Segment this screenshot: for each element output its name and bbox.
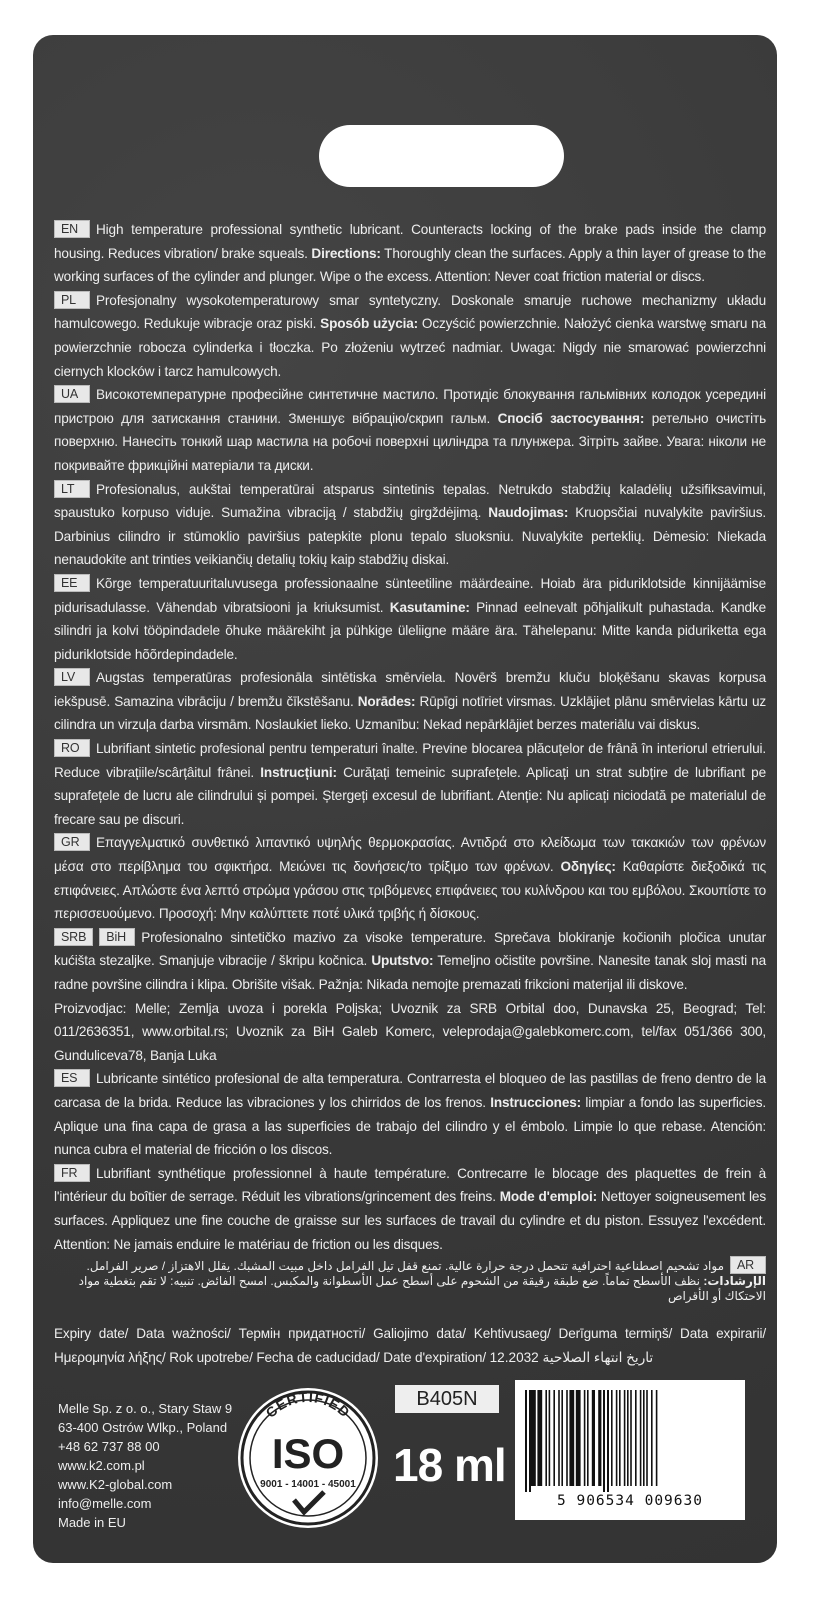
- description-section-srb: [54, 926, 766, 997]
- description-text: Thoroughly clean the surfaces. Apply a thin layer of grease to the working surfaces of the cylinder and plunger. Wipe o the excess. Attention: Never coat friction material or discs.: [54, 245, 766, 285]
- expiry-value: 12.2032: [489, 1349, 539, 1365]
- barcode-bar: [531, 1390, 536, 1486]
- description-text: Lubrifiant synthétique professionnel à haute température. Contrecarre le blocage des plaquettes de frein à l'intérieur du boîtier de serrage. Réduit les vibrations/grincement des freins.: [54, 1165, 766, 1205]
- barcode-bar: [627, 1390, 629, 1486]
- language-tag: SRB: [54, 928, 93, 946]
- barcode-bar: [587, 1390, 589, 1486]
- description-section-pl: [54, 289, 766, 383]
- description-text: Lubricante sintético profesional de alta temperatura. Contrarresta el bloqueo de las pastillas de freno dentro de la carcasa de la brida. Reduce las vibraciones y los chirridos de los frenos.: [54, 1071, 766, 1110]
- directions-heading: Norādes:: [357, 693, 416, 709]
- language-tag: EE: [54, 574, 90, 592]
- description-section-ee: [54, 572, 766, 666]
- barcode-bar: [566, 1390, 568, 1486]
- description-section-lt: [54, 478, 766, 572]
- directions-heading: Instrucciones:: [490, 1094, 582, 1110]
- description-section-en: [54, 218, 766, 289]
- origin: Made in EU: [58, 1515, 126, 1530]
- barcode-bar: [635, 1390, 637, 1486]
- language-tag: FR: [54, 1164, 90, 1182]
- directions-heading: الإرشادات:: [703, 1274, 766, 1289]
- barcode-bars: [521, 1390, 739, 1492]
- language-tag: BiH: [99, 928, 135, 946]
- barcode-bar: [619, 1390, 621, 1486]
- barcode-bar: [611, 1390, 613, 1486]
- manufacturer-phone: +48 62 737 88 00: [58, 1439, 160, 1454]
- barcode-bar: [607, 1390, 609, 1492]
- description-text: Καθαρίστε διεξοδικά τις επιφάνειες. Απλώστε ένα λεπτό στρώμα γράσου στις τριβόμενες επιφάνειες του κυλίνδρου και του εμβόλου. Σκουπίστε το περισσευούμενο. Προσοχή: Μην καλύπτετε ποτέ υλικά τριβής ή δίσκους.: [54, 859, 766, 922]
- barcode-bar: [616, 1390, 618, 1486]
- language-tag: RO: [54, 739, 90, 757]
- description-text: Curățați temeinic suprafețele. Aplicați un strat subțire de lubrifiant pe suprafețele de lucru ale cilindrului și pompei. Ștergeți excesul de lubrifiant. Atenție: Nu aplicați niciodată pe materialul de frecare sau pe discuri.: [54, 764, 766, 827]
- manufacturer-name: Melle Sp. z o. o., Stary Staw 9: [58, 1401, 233, 1416]
- manufacturer-email: info@melle.com: [58, 1496, 152, 1511]
- language-tag: UA: [54, 385, 90, 403]
- barcode-bar: [651, 1390, 653, 1486]
- description-text: Oczyścić powierzchnie. Nałożyć cienka warstwę smaru na powierzchnie robocza cylinderka i tłoczka. Po złożeniu wytrzeć nadmiar. Uwaga: Nigdy nie smarować powierzchni ciernych klocków i tarcz hamulcowych.: [54, 316, 766, 379]
- hang-hole: [319, 125, 564, 187]
- description-text: نظف الأسطح تماماً. ضع طبقة رقيقة من الشحوم على أسطح عمل الأسطوانة والمكبس. امسح الفائض. تنبيه: لا تقم بتغطية مواد الاحتكاك أو الأقراص: [78, 1274, 766, 1304]
- description-text: مواد تشحيم اصطناعية احترافية تتحمل درجة حرارة عالية. تمنع قفل تيل الفرامل داخل مبيت المشبك. يقلل الاهتزاز / صرير الفرامل.: [86, 1259, 724, 1274]
- description-text: Augstas temperatūras profesionāla sintētiska smērviela. Novērš bremžu kluču bloķēšanu skavas korpusa iekšpusē. Samazina vibrāciju / bremžu čīkstēšanu.: [54, 670, 766, 709]
- expiry-label: Expiry date/ Data ważności/ Термін придатності/ Galiojimo data/ Kehtivusaeg/ Derīguma termiņš/ Data expirarii/ Ημερομηνία λήξης/ Rok upotrebe/ Fecha de caducidad/ Date d'expiration/ تاريخ انتهاء الصلاحية: [54, 1326, 766, 1365]
- language-tag: AR: [730, 1256, 766, 1274]
- description-text: Lubrifiant sintetic profesional pentru temperaturi înalte. Previne blocarea plăcuțelor de frână în interiorul etrierului. Reduce vibrațiile/scârțâitul frânei.: [54, 741, 766, 780]
- iso-certified-badge: [238, 1388, 378, 1528]
- multilingual-description: [54, 218, 766, 1369]
- description-section-ar: [54, 1256, 766, 1304]
- directions-heading: Uputstvo:: [371, 953, 434, 969]
- description-text: High temperature professional synthetic lubricant. Counteracts locking of the brake pads inside the clamp housing. Reduces vibration/ brake squeals.: [54, 222, 766, 261]
- barcode-bar: [537, 1390, 542, 1486]
- barcode-bar: [545, 1390, 547, 1486]
- description-section-ua: [54, 383, 766, 477]
- barcode-bar: [525, 1390, 527, 1492]
- barcode-bar: [643, 1390, 645, 1486]
- expiry-date: [54, 1322, 766, 1369]
- bottom-panel: [0, 1380, 837, 1580]
- barcode-bar: [603, 1390, 605, 1492]
- barcode-bar: [646, 1390, 648, 1486]
- barcode-bar: [640, 1390, 642, 1486]
- language-tag: EN: [54, 220, 90, 238]
- manufacturer-address: 63-400 Ostrów Wlkp., Poland: [58, 1420, 228, 1435]
- barcode-bar: [576, 1390, 581, 1486]
- description-text: Rūpīgi notīriet virsmas. Uzklājiet plānu smērvielas kārtu uz cilindra un virzuļa darba virsmām. Noslaukiet lieko. Uzmanību: Nekad nepārklājiet berzes materiālu vai diskus.: [54, 693, 766, 733]
- language-tag: GR: [54, 833, 90, 851]
- description-section-es: [54, 1067, 766, 1161]
- barcode-bar: [656, 1390, 658, 1486]
- language-tag: PL: [54, 291, 90, 309]
- description-text: Nettoyer soigneusement les surfaces. Appliquez une fine couche de graisse sur les surfaces de travail du cylindre et du piston. Essuyez l'excédent. Attention: Ne jamais enduire le matériau de friction ou les disques.: [54, 1189, 766, 1252]
- product-code: B405N: [395, 1385, 499, 1413]
- description-section-importer: [54, 997, 766, 1068]
- manufacturer-web-global: www.K2-global.com: [58, 1477, 173, 1492]
- directions-heading: Sposób użycia:: [320, 316, 419, 332]
- barcode-bar: [624, 1390, 626, 1486]
- iso-certified-text: CERTIFIED: [262, 1388, 354, 1421]
- product-volume: 18 ml: [393, 1439, 506, 1491]
- description-text: Profesjonalny wysokotemperaturowy smar syntetyczny. Doskonale smaruje ruchowe mechanizmy układu hamulcowego. Redukuje wibracje oraz piski.: [54, 292, 766, 332]
- manufacturer-info: [58, 1399, 232, 1532]
- iso-seal-graphic: [238, 1388, 378, 1528]
- description-text: Pinnad eelnevalt põhjalikult puhastada. Kandke silindri ja kolvi tööpindadele õhuke määrekiht ja pühkige üleliigne määre ära. Tähelepanu: Mitte kanda piduriketta ega piduriklotside hõõrdepindadele.: [54, 599, 766, 662]
- description-text: limpiar a fondo las superficies. Aplique una fina capa de grasa a las superficies de trabajo del cilindro y el émbolo. Limpie lo que rebase. Atención: nunca cubra el material de fricción o los discos.: [54, 1094, 766, 1158]
- barcode-bar: [549, 1390, 551, 1486]
- directions-heading: Instrucțiuni:: [260, 764, 337, 780]
- description-text: Profesionalno sintetičko mazivo za visoke temperature. Sprečava blokiranje kočionih pločica unutar kućišta stezaljke. Smanjuje vibracije / škripu kočnica.: [54, 929, 766, 969]
- barcode-bar: [598, 1390, 601, 1486]
- description-text: ретельно очистіть поверхню. Нанесіть тонкий шар мастила на робочі поверхні циліндра та плунжера. Зітріть зайве. Увага: ніколи не покривайте фрикційні матеріали та диски.: [54, 410, 767, 473]
- description-section-lv: [54, 666, 766, 737]
- iso-standards-text: 9001 - 14001 - 45001: [260, 1479, 356, 1490]
- barcode-number: 5 906534 009630: [557, 1493, 703, 1509]
- directions-heading: Directions:: [311, 245, 381, 261]
- language-tag: ES: [54, 1069, 90, 1087]
- description-text: Високотемпературне професійне синтетичне мастило. Протидіє блокування гальмівних колодок усередині пристрою для затискання станини. Зменшує вібрацію/скрип гальм.: [54, 387, 766, 426]
- barcode-bar: [592, 1390, 595, 1486]
- directions-heading: Kasutamine:: [389, 599, 470, 615]
- description-text: Επαγγελματικό συνθετικό λιπαντικό υψηλής θερμοκρασίας. Αντιδρά στο κλείδωμα των τακακιών των φρένων μέσα στο περίβλημα του σφικτήρα. Μειώνει τις δονήσεις/το τρίξιμο των φρένων.: [54, 835, 766, 875]
- manufacturer-web: www.k2.com.pl: [58, 1458, 145, 1473]
- description-section-fr: [54, 1162, 766, 1256]
- directions-heading: Mode d'emploi:: [499, 1189, 597, 1205]
- iso-main-text: ISO: [271, 1430, 345, 1477]
- description-text: Kõrge temperatuuritaluvusega professionaalne sünteetiline määrdeaine. Hoiab ära piduriklotside kinnijäämise pidurisadulasse. Vähendab vibratsiooni ja kriuksumist.: [54, 575, 766, 615]
- language-tag: LT: [54, 480, 90, 498]
- description-text: Kruopsčiai nuvalykite paviršius. Darbinius cilindro ir stūmoklio paviršius patepkite plonu tepalo sluoksniu. Nuvalykite perteklių. Dėmesio: Niekada nenaudokite ant trinties veikiančių detalių tokių kaip stabdžių diskai.: [54, 505, 766, 568]
- description-text: Profesionalus, aukštai temperatūrai atsparus sintetinis tepalas. Netrukdo stabdžių kaladėlių užsifiksavimui, spaustuko korpuso viduje. Sumažina vibraciją / stabdžių girgždėjimą.: [54, 481, 766, 521]
- barcode-bar: [553, 1390, 555, 1486]
- directions-heading: Naudojimas:: [488, 505, 569, 521]
- language-tag: LV: [54, 668, 90, 686]
- barcode-bar: [529, 1390, 531, 1492]
- barcode-bar: [584, 1390, 586, 1486]
- barcode-bar: [561, 1390, 563, 1486]
- description-section-gr: [54, 831, 766, 925]
- barcode-bar: [630, 1390, 632, 1486]
- description-text: Temeljno očistite površine. Nanesite tanak sloj masti na radne površine cilindra i klipa. Obrišite višak. Pažnja: Nikada nemojte premazati frikcioni materijal ili diskove.: [54, 953, 767, 992]
- directions-heading: Οδηγίες:: [560, 859, 616, 875]
- directions-heading: Спосіб застосування:: [497, 410, 645, 426]
- barcode-bar: [569, 1390, 574, 1486]
- barcode: [515, 1380, 745, 1520]
- description-text: Proizvodjac: Melle; Zemlja uvoza i porekla Poljska; Uvoznik za SRB Orbital doo, Dunavska 25, Beograd; Tel: 011/2636351, www.orbital.rs; Uvoznik za BiH Galeb Komerc, veleprodaja@galebkomerc.com, tel/fax 051/366 300, Gunduliceva78, Banja Luka: [54, 1000, 766, 1063]
- barcode-bar: [558, 1390, 560, 1486]
- description-section-ro: [54, 737, 766, 831]
